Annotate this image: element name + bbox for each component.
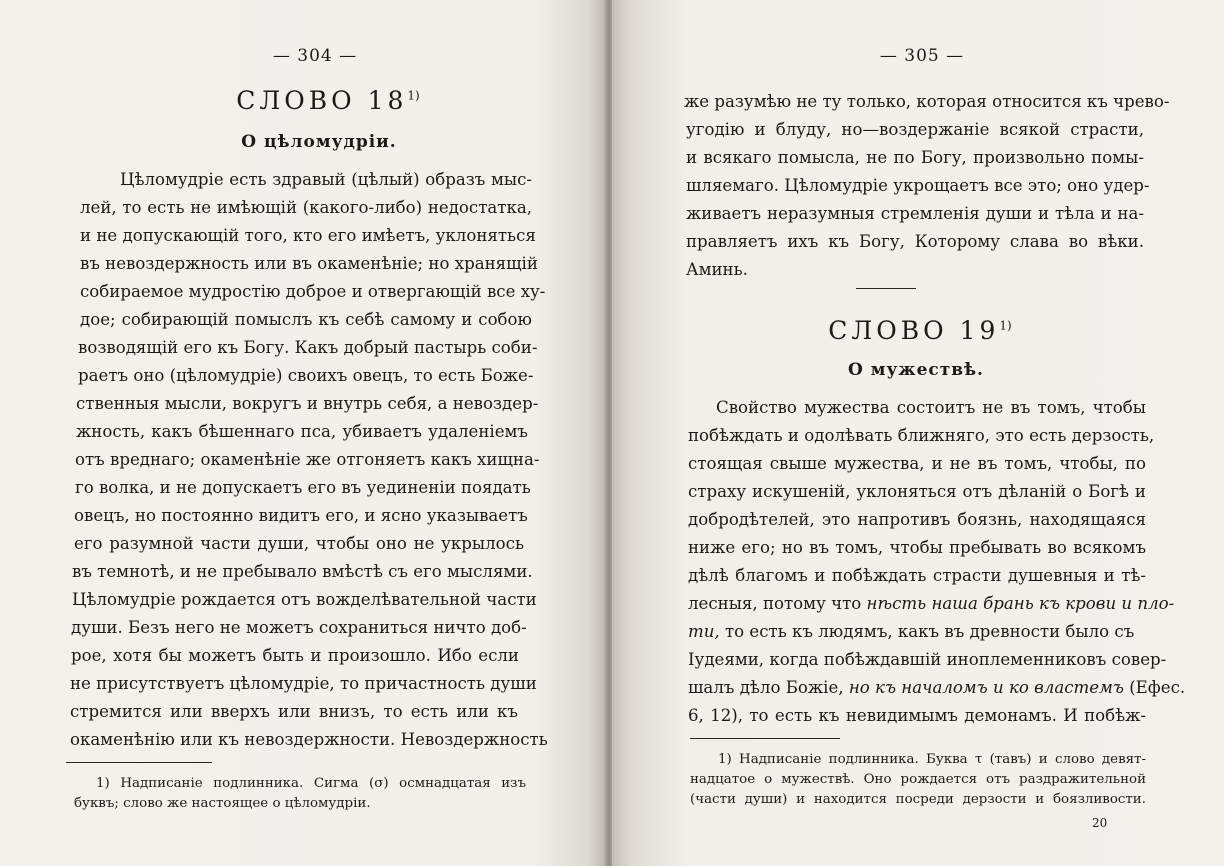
text-line: раетъ оно (цѣломудріе) своихъ овецъ, то есть Боже- xyxy=(78,366,534,385)
scripture-quote: но къ началомъ и ко властемъ xyxy=(848,678,1124,697)
text-line xyxy=(688,678,1186,697)
text-line: угодію и блуду, но—воздержаніе всякой страсти, xyxy=(686,120,1144,139)
text-line: и всякаго помысла, не по Богу, произвольно помы- xyxy=(686,148,1144,167)
text-line: Іудеями, когда побѣждавшій иноплеменниковъ совер- xyxy=(688,650,1167,669)
left-page xyxy=(0,0,606,866)
text-line: живаетъ неразумныя стремленія души и тѣла и на- xyxy=(686,204,1144,223)
text-line: Цѣломудріе рождается отъ вожделѣвательной части xyxy=(72,590,537,609)
section-title: О мужествѣ. xyxy=(848,360,984,380)
text-line: побѣждать и одолѣвать ближняго, это есть дерзость, xyxy=(688,426,1155,445)
text-line: Свойство мужества состоитъ не въ томъ, чтобы xyxy=(716,398,1146,417)
text-line: ственныя мысли, вокругъ и внутрь себя, а невоздер- xyxy=(76,394,539,413)
footnote-rule xyxy=(690,738,840,739)
text-line: его разумной части души, чтобы оно не укрылось xyxy=(74,534,524,553)
footnote-ref: 1) xyxy=(999,318,1012,333)
text-line: не присутствуетъ цѣломудріе, то причастность души xyxy=(70,674,537,693)
footnote-marker: 1) xyxy=(718,752,732,767)
signature-mark: 20 xyxy=(1092,816,1108,830)
section-divider xyxy=(856,288,916,289)
text-line: Аминь. xyxy=(686,260,748,279)
text-line: стоящая свыше мужества, и не въ томъ, чтобы, по xyxy=(688,454,1146,473)
word-title-text: СЛОВО 18 xyxy=(236,86,408,115)
footnote-line: (части души) и находится посреди дерзости и боязливости. xyxy=(690,792,1146,807)
text-line: отъ вреднаго; окаменѣніе же отгоняетъ какъ хищна- xyxy=(75,450,540,469)
footnote-text: Надписаніе подлинника. Буква τ (тавъ) и слово девят- xyxy=(739,752,1146,767)
scripture-quote: нѣсть наша брань къ крови и пло- xyxy=(866,594,1175,613)
text-line: 6, 12), то есть къ невидимымъ демонамъ. И побѣж- xyxy=(688,706,1146,725)
text-segment: лесныя, потому что xyxy=(688,594,862,613)
text-segment: шалъ дѣло Божіе, xyxy=(688,678,844,697)
text-line: окаменѣнію или къ невоздержности. Невоздержность xyxy=(70,730,548,749)
footnote-line: надцатое о мужествѣ. Оно рождается отъ раздражительной xyxy=(690,772,1146,787)
text-line: въ темнотѣ, и не пребывало вмѣстѣ съ его мыслями. xyxy=(72,562,533,581)
text-line: добродѣтелей, это напротивъ боязнь, находящаяся xyxy=(688,510,1146,529)
text-line: души. Безъ него не можетъ сохраниться ничто доб- xyxy=(71,618,527,637)
text-line: страху искушеній, уклоняться отъ дѣланій о Богѣ и xyxy=(688,482,1146,501)
text-line: дѣлѣ благомъ и побѣждать страсти душевныя и тѣ- xyxy=(688,566,1146,585)
word-title xyxy=(820,316,1020,345)
footnote-line xyxy=(718,752,1146,767)
footnote-line xyxy=(96,776,526,791)
page-number: — 304 — xyxy=(272,46,358,66)
text-segment: то есть къ людямъ, какъ въ древности было съ xyxy=(724,622,1135,641)
text-segment: (Ефес. xyxy=(1129,678,1186,697)
scripture-quote: ти, xyxy=(688,622,720,641)
page-number: — 305 — xyxy=(879,46,965,66)
text-line: въ невоздержность или въ окаменѣніе; но хранящій xyxy=(80,254,538,273)
text-line: возводящій его къ Богу. Какъ добрый пастырь соби- xyxy=(78,338,538,357)
text-line xyxy=(688,594,1175,613)
text-line: го волка, и не допускаетъ его въ уединеніи поядать xyxy=(75,478,531,497)
footnote-line: буквъ; слово же настоящее о цѣломудріи. xyxy=(74,796,371,811)
footnote-text: Надписаніе подлинника. Сигма (σ) осмнадцатая изъ xyxy=(120,776,526,791)
section-title: О цѣломудріи. xyxy=(241,132,397,152)
word-title xyxy=(228,86,428,115)
text-line: ниже его; но въ томъ, чтобы пребывать во всякомъ xyxy=(688,538,1146,557)
text-line: Цѣломудріе есть здравый (цѣлый) образъ мыс- xyxy=(120,170,532,189)
text-line: и не допускающій того, кто его имѣетъ, уклоняться xyxy=(80,226,536,245)
footnote-rule xyxy=(66,762,212,763)
footnote-ref: 1) xyxy=(407,88,420,103)
text-line: же разумѣю не ту только, которая относится къ чрево- xyxy=(684,92,1170,111)
text-line: рое, хотя бы можетъ быть и произошло. Ибо если xyxy=(71,646,519,665)
text-line: жность, какъ бѣшеннаго пса, убиваетъ удаленіемъ xyxy=(76,422,528,441)
right-page xyxy=(612,0,1224,866)
text-line: правляетъ ихъ къ Богу, Которому слава во вѣки. xyxy=(686,232,1144,251)
text-line: стремится или вверхъ или внизъ, то есть или къ xyxy=(70,702,518,721)
text-line: дое; собирающій помыслъ къ себѣ самому и собою xyxy=(80,310,532,329)
text-line: шляемаго. Цѣломудріе укрощаетъ все это; оно удер- xyxy=(686,176,1150,195)
text-line: овецъ, но постоянно видитъ его, и ясно указываетъ xyxy=(74,506,528,525)
text-line xyxy=(688,624,1146,641)
text-line: лей, то есть не имѣющій (какого-либо) недостатка, xyxy=(80,198,532,217)
word-title-text: СЛОВО 19 xyxy=(828,316,1000,345)
footnote-marker: 1) xyxy=(96,776,110,791)
text-line: собираемое мудростію доброе и отвергающій все ху- xyxy=(80,282,546,301)
